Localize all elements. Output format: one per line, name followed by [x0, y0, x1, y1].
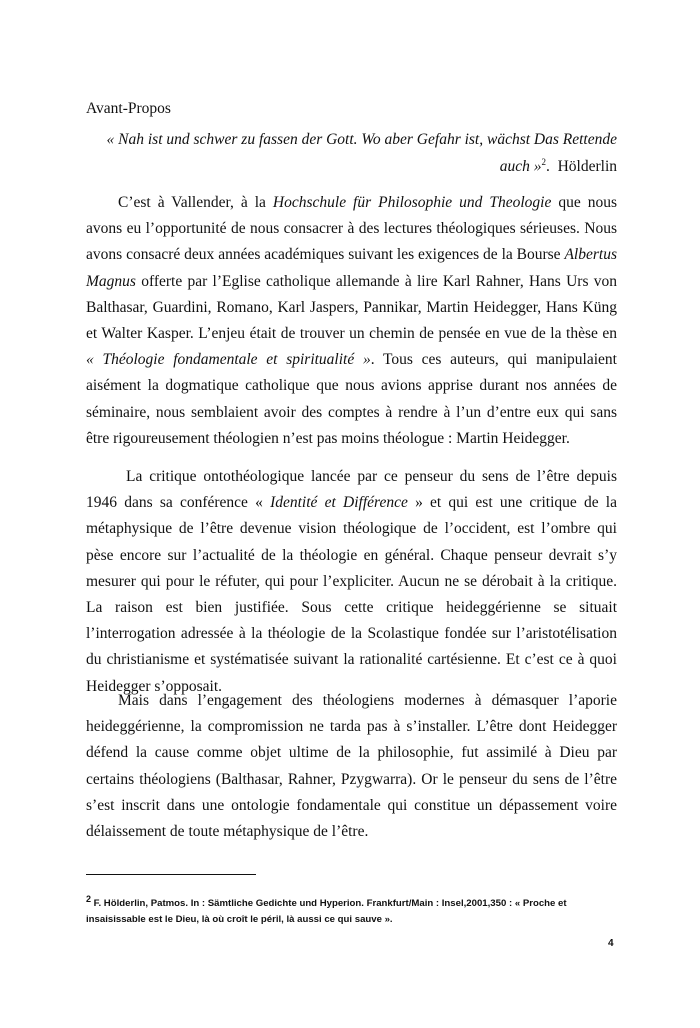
epigraph — [86, 126, 617, 180]
paragraph-1-text-b: que nous avons eu l’opportunité de nous consacrer à des lectures théologiques sérieuses. Nous avons consacré deux années académiques suivant les exigences de la Bourse — [86, 194, 617, 264]
paragraph-1-emphasis-b: Albertus Magnus — [86, 246, 617, 290]
paragraph-2-text-b: » et qui est une critique de la métaphysique de l’être devenue vision théologique de l’occident, est l’ombre qui pèse encore sur l’actualité de la théologie en général. Chaque penseur devrait s’y mesurer qui pour le réfuter, qui pour l’expliciter. Aucun ne se dérobait à la critique. La raison est bien justifiée. Sous cette critique heideggérienne se situait l’interrogation adressée à la théologie de la Scolastique fondée sur l’aristotélisation du christianisme et systématisée suivant la rationalité cartésienne. Et c’est ce à quoi Heidegger s’opposait. — [86, 494, 617, 695]
footnote-text: F. Hölderlin, Patmos. In : Sämtliche Gedichte und Hyperion. Frankfurt/Main : Insel,2001,350 : « Proche et insaisissable est le Dieu, là où croît le péril, là aussi ce qui sauve ». — [86, 898, 567, 925]
page-heading: Avant-Propos — [86, 100, 171, 117]
paragraph-1-emphasis-a: Hochschule für Philosophie und Theologie — [272, 194, 552, 211]
footnote — [86, 893, 617, 928]
footnote-separator — [86, 874, 256, 875]
paragraph-1-text-c: offerte par l’Eglise catholique allemande à lire Karl Rahner, Hans Urs von Balthasar, Guardini, Romano, Karl Jaspers, Pannikar, Martin Heidegger, Hans Küng et Walter Kasper. L’enjeu était de trouver un chemin de pensée en vue de la thèse en — [86, 272, 617, 343]
footnote-number: 2 — [86, 893, 92, 904]
epigraph-quote-line1: « Nah ist und schwer zu fassen der Gott. Wo aber Gefahr ist, wächst Das Rettende — [106, 131, 617, 148]
paragraph-3 — [86, 688, 617, 845]
paragraph-1 — [86, 190, 617, 452]
paragraph-2 — [86, 464, 617, 700]
paragraph-2-text-a: La critique ontothéologique lancée par ce penseur du sens de l’être depuis 1946 dans sa conférence « — [86, 468, 617, 512]
footnote-reference[interactable]: 2 — [541, 156, 546, 167]
paragraph-1-text-d: . Tous ces auteurs, qui manipulaient aisément la dogmatique catholique que nous avions apprise durant nos années de séminaire, nous semblaient avoir des comptes à rendre à l’un d’entre eux qui sans être rigoureusement théologien n’est pas moins théologue : Martin Heidegger. — [86, 351, 617, 447]
page-number: 4 — [608, 938, 614, 949]
paragraph-1-emphasis-c: « Théologie fondamentale et spiritualité » — [86, 351, 371, 369]
paragraph-3-text: Mais dans l’engagement des théologiens modernes à démasquer l’aporie heideggérienne, la compromission ne tarda pas à s’installer. L’être dont Heidegger défend la cause comme objet ultime de la philosophie, fut assimilé à Dieu par certains théologiens (Balthasar, Rahner, Pzygwarra). Or le penseur du sens de l’être s’est inscrit dans une ontologie fondamentale qui constitue un dépassement voire délaissement de toute métaphysique de l’être. — [86, 692, 617, 841]
epigraph-period: . — [545, 158, 550, 175]
paragraph-1-text-a: C’est à Vallender, à la — [118, 194, 273, 211]
paragraph-2-emphasis-a: Identité et Différence — [270, 494, 408, 512]
epigraph-quote-line2: auch » — [499, 158, 542, 175]
epigraph-author: Hölderlin — [557, 158, 617, 175]
